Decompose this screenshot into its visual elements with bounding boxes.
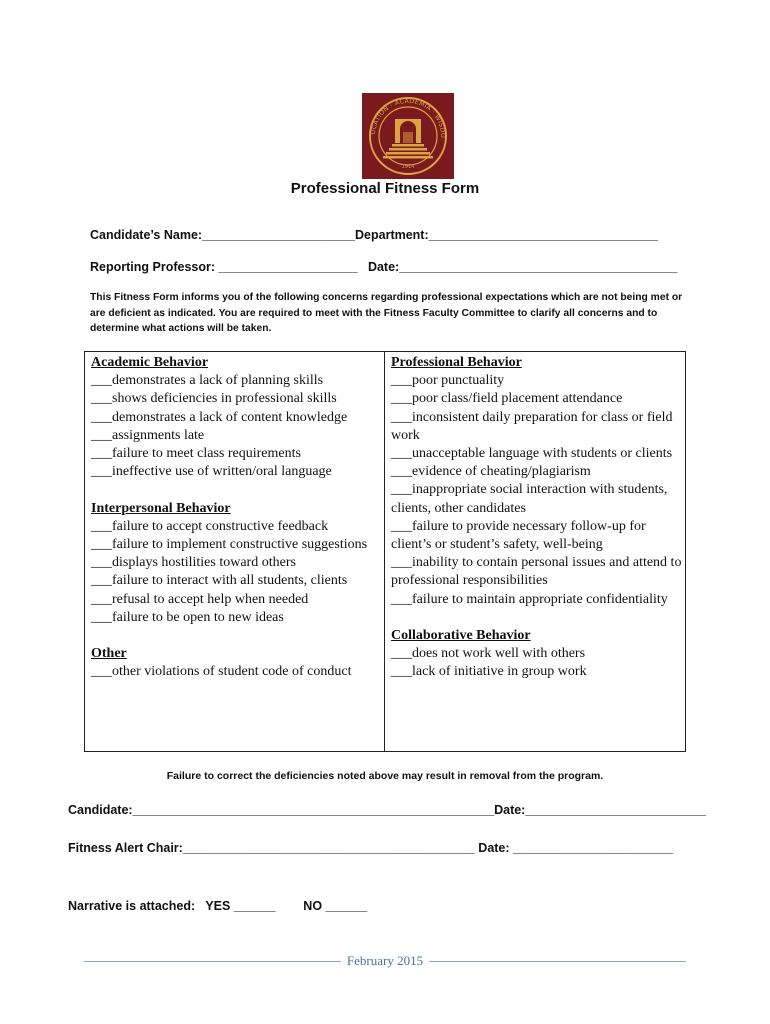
- checklist-item[interactable]: ___failure to be open to new ideas: [91, 609, 284, 625]
- checklist-item[interactable]: ___shows deficiencies in professional skills: [91, 391, 337, 407]
- interpersonal-behavior-heading: Interpersonal Behavior: [91, 500, 231, 516]
- checklist-item[interactable]: ___inconsistent daily preparation for class or field work: [391, 409, 673, 443]
- footer-date-label: February 2015: [341, 953, 429, 968]
- checklist-item[interactable]: ___failure to implement constructive suggestions: [91, 537, 368, 553]
- checklist-item[interactable]: ___failure to maintain appropriate confidentiality: [391, 591, 668, 607]
- checklist-item[interactable]: ___displays hostilities toward others: [91, 555, 296, 571]
- checklist-item[interactable]: ___lack of initiative in group work: [391, 664, 587, 680]
- checklist-item[interactable]: ___refusal to accept help when needed: [91, 591, 309, 607]
- checklist-item[interactable]: ___evidence of cheating/plagiarism: [391, 464, 591, 480]
- candidate-signature-field[interactable]: Candidate:____________________________________________________Date:__________________________: [68, 803, 707, 817]
- checklist-item[interactable]: ___failure to accept constructive feedback: [91, 518, 329, 534]
- checklist-item[interactable]: ___demonstrates a lack of planning skills: [91, 373, 324, 389]
- behavior-checklist-table: [84, 351, 686, 752]
- left-column: [85, 352, 385, 751]
- checklist-item[interactable]: ___other violations of student code of conduct: [91, 664, 352, 680]
- checklist-item[interactable]: ___poor class/field placement attendance: [391, 391, 623, 407]
- reporting-professor-date-field[interactable]: Reporting Professor: ____________________ Date:________________________________________: [90, 260, 678, 274]
- checklist-item[interactable]: ___unacceptable language with students or clients: [391, 446, 673, 462]
- right-column: [385, 352, 687, 751]
- checklist-item[interactable]: ___inappropriate social interaction with students, clients, other candidates: [391, 482, 668, 516]
- professional-behavior-heading: Professional Behavior: [391, 355, 522, 370]
- narrative-attached-field[interactable]: Narrative is attached: YES ______ NO ______: [68, 899, 368, 913]
- checklist-item[interactable]: ___does not work well with others: [391, 646, 586, 662]
- form-instructions: This Fitness Form informs you of the following concerns regarding professional expectations which are not being met or are deficient as indicated. You are required to meet with the Fitness Faculty Committee to clarify all concerns and to determine what actions will be taken.: [90, 292, 683, 334]
- other-heading: Other: [91, 646, 127, 662]
- fitness-chair-signature-field[interactable]: Fitness Alert Chair:__________________________________________ Date: _______________________: [68, 841, 673, 855]
- checklist-item[interactable]: ___poor punctuality: [391, 373, 505, 389]
- seal-text: UCATION · ACADEMIA · WISDO: [369, 97, 447, 139]
- institution-seal-logo: [362, 93, 454, 179]
- seal-year: 1914: [401, 164, 415, 170]
- checklist-item[interactable]: ___failure to interact with all students, clients: [91, 573, 348, 589]
- checklist-item[interactable]: ___inability to contain personal issues and attend to professional responsibilities: [391, 555, 682, 589]
- checklist-item[interactable]: ___failure to meet class requirements: [91, 446, 301, 462]
- checklist-item[interactable]: ___demonstrates a lack of content knowledge: [91, 409, 348, 425]
- academic-behavior-heading: Academic Behavior: [91, 355, 209, 370]
- candidate-name-department-field[interactable]: Candidate’s Name:______________________Department:_________________________________: [90, 228, 659, 242]
- form-title: Professional Fitness Form: [290, 180, 480, 197]
- checklist-item[interactable]: ___assignments late: [91, 427, 205, 443]
- collaborative-behavior-heading: Collaborative Behavior: [391, 628, 531, 644]
- checklist-item[interactable]: ___ineffective use of written/oral language: [91, 464, 332, 480]
- footer-date: [0, 953, 770, 969]
- removal-warning-note: Failure to correct the deficiencies noted above may result in removal from the program.: [166, 770, 604, 782]
- checklist-item[interactable]: ___failure to provide necessary follow-up for client’s or student’s safety, well-being: [391, 518, 646, 553]
